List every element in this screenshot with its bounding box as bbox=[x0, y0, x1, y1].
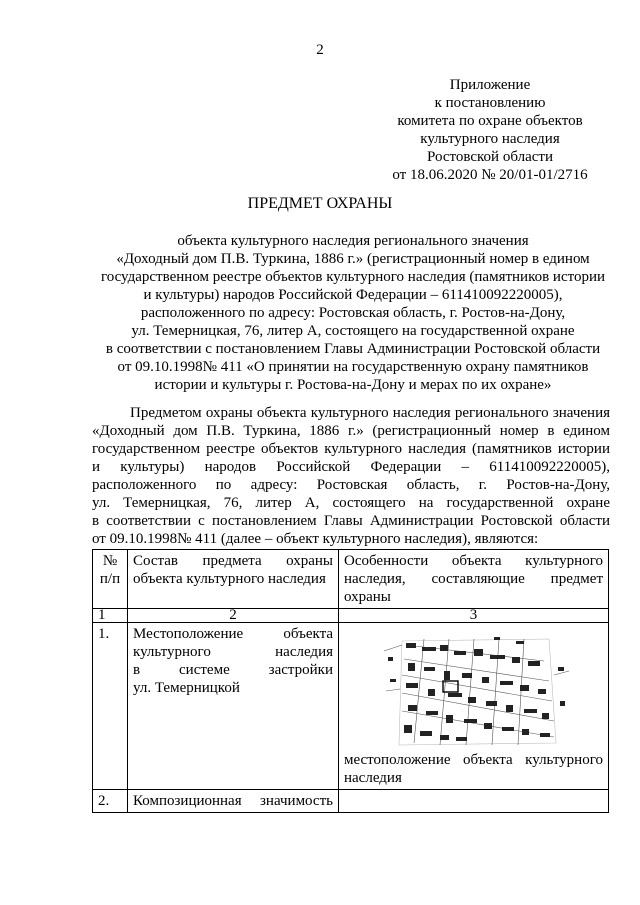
header-number-line: № bbox=[102, 553, 118, 569]
intro-paragraph bbox=[92, 404, 610, 548]
composition-line: культурного наследия bbox=[133, 644, 333, 660]
column-number-2: 2 bbox=[128, 609, 339, 623]
composition-line: Композиционная значимость bbox=[133, 793, 333, 809]
subject-line: и культуры) народов Российской Федерации – 611410092220005), bbox=[143, 287, 563, 303]
features-caption-line: местоположение объекта культурного bbox=[344, 752, 603, 768]
subject-line: государственном реестре объектов культурного наследия (памятников истории bbox=[100, 269, 606, 285]
row-number: 1. bbox=[93, 623, 128, 790]
protection-table bbox=[92, 549, 609, 813]
document-title: ПРЕДМЕТ ОХРАНЫ bbox=[247, 195, 393, 212]
header-composition bbox=[128, 550, 339, 609]
subject-line: от 09.10.1998№ 411 «О принятии на государственную охрану памятников bbox=[117, 359, 589, 375]
intro-line: расположенного по адресу: Ростовская область, г. Ростов-на-Дону, bbox=[92, 477, 610, 493]
appendix-line: Ростовской области bbox=[427, 149, 553, 165]
table-row bbox=[93, 623, 609, 790]
page-number: 2 bbox=[316, 42, 324, 58]
row-number: 2. bbox=[93, 790, 128, 813]
column-number-row bbox=[93, 609, 609, 623]
appendix-block bbox=[370, 76, 610, 184]
appendix-line: от 18.06.2020 № 20/01-01/2716 bbox=[392, 167, 588, 183]
header-features-line: Особенности объекта культурного bbox=[344, 553, 603, 569]
location-map-graphic bbox=[344, 631, 602, 749]
row-composition bbox=[128, 623, 339, 790]
header-features-line: охраны bbox=[344, 589, 391, 605]
subject-line: ул. Темерницкая, 76, литер А, состоящего на государственной охране bbox=[131, 323, 575, 339]
header-number-line: п/п bbox=[99, 571, 121, 587]
intro-line: государственном реестре объектов культурного наследия (памятников истории bbox=[92, 441, 610, 457]
features-caption-line: наследия bbox=[344, 770, 402, 786]
header-number bbox=[93, 550, 128, 609]
row-features bbox=[339, 790, 609, 813]
composition-line: ул. Темерницкой bbox=[133, 680, 240, 696]
intro-line: от 09.10.1998№ 411 (далее – объект культурного наследия), являются: bbox=[92, 531, 539, 547]
location-map-image bbox=[344, 625, 603, 751]
appendix-line: культурного наследия bbox=[420, 131, 560, 147]
intro-line: в соответствии с постановлением Главы Администрации Ростовской области bbox=[92, 513, 610, 529]
composition-line: в системе застройки bbox=[133, 662, 333, 678]
intro-line: «Доходный дом П.В. Туркина, 1886 г.» (регистрационный номер в едином bbox=[92, 423, 610, 439]
table-row bbox=[93, 790, 609, 813]
column-number-3: 3 bbox=[339, 609, 609, 623]
appendix-line: к постановлению bbox=[434, 95, 546, 111]
header-composition-line: Состав предмета охраны bbox=[133, 553, 333, 569]
header-composition-line: объекта культурного наследия bbox=[133, 571, 326, 587]
appendix-line: Приложение bbox=[449, 77, 531, 93]
intro-line: Предметом охраны объекта культурного наследия регионального значения bbox=[130, 405, 610, 421]
subject-line: расположенного по адресу: Ростовская область, г. Ростов-на-Дону, bbox=[140, 305, 566, 321]
header-features-line: наследия, составляющие предмет bbox=[344, 571, 603, 587]
intro-line: и культуры) народов Российской Федерации – 611410092220005), bbox=[92, 459, 610, 475]
subject-line: истории и культуры г. Ростова-на-Дону и мерах по их охране» bbox=[154, 377, 552, 393]
intro-line: ул. Темерницкая, 76, литер А, состоящего на государственной охране bbox=[92, 495, 610, 511]
subject-block bbox=[88, 232, 618, 394]
subject-line: объекта культурного наследия регионального значения bbox=[177, 233, 529, 249]
appendix-line: комитета по охране объектов bbox=[397, 113, 583, 129]
table-header-row bbox=[93, 550, 609, 609]
row-features bbox=[339, 623, 609, 790]
row-composition bbox=[128, 790, 339, 813]
subject-line: в соответствии с постановлением Главы Администрации Ростовской области bbox=[105, 341, 601, 357]
composition-line: Местоположение объекта bbox=[133, 626, 333, 642]
column-number-1: 1 bbox=[93, 609, 128, 623]
header-features bbox=[339, 550, 609, 609]
subject-line: «Доходный дом П.В. Туркина, 1886 г.» (регистрационный номер в едином bbox=[116, 251, 590, 267]
